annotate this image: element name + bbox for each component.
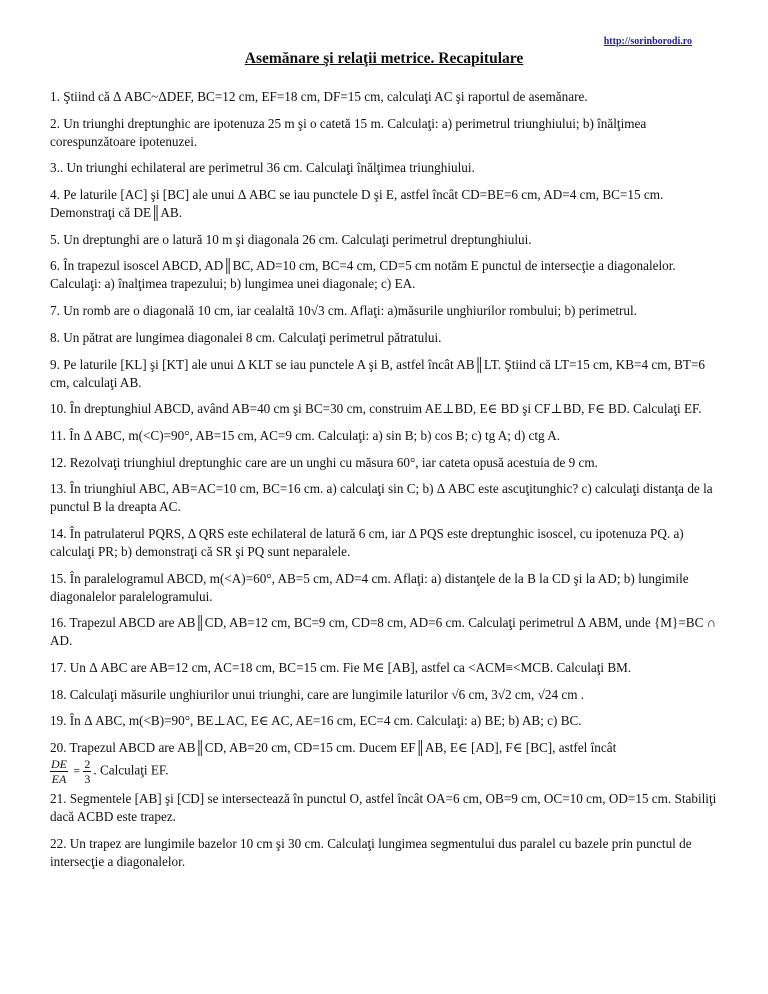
problem-9: 9. Pe laturile [KL] şi [KT] ale unui Δ KLT se iau punctele A şi B, astfel încât AB║LT. Ştiind că LT=15 cm, KB=4 cm, BT=6 cm, calculaţi AB.	[50, 356, 705, 390]
problem-12: 12. Rezolvaţi triunghiul dreptunghic care are un unghi cu măsura 60°, iar cateta opusă acestuia de 9 cm.	[50, 454, 598, 470]
problem-21: 21. Segmentele [AB] şi [CD] se intersectează în punctul O, astfel încât OA=6 cm, OB=9 cm, OC=10 cm, OD=15 cm. Stabiliţi dacă ACBD este trapez.	[50, 791, 717, 825]
fraction-denominator: EA	[51, 772, 67, 787]
problem-list	[50, 88, 726, 879]
problem-10: 10. În dreptunghiul ABCD, având AB=40 cm şi BC=30 cm, construim AE⊥BD, E∈ BD şi CF⊥BD, F∈ BD. Calculaţi EF.	[50, 401, 702, 417]
problem-22: 22. Un trapez are lungimile bazelor 10 cm şi 30 cm. Calculaţi lungimea segmentului dus paralel cu bazele prin punctul de intersecţie a diagonalelor.	[50, 835, 692, 869]
fraction-de-ea	[50, 757, 68, 786]
problem-13: 13. În triunghiul ABC, AB=AC=10 cm, BC=16 cm. a) calculaţi sin C; b) Δ ABC este ascuţitunghic? c) calculaţi distanţa de la punctul B la dreapta AC.	[50, 481, 713, 515]
problem-5: 5. Un dreptunghi are o latură 10 m şi diagonala 26 cm. Calculaţi perimetrul dreptunghiului.	[50, 231, 532, 247]
problem-11: 11. În Δ ABC, m(<C)=90°, AB=15 cm, AC=9 cm. Calculaţi: a) sin B; b) cos B; c) tg A; d) ctg A.	[50, 427, 561, 443]
problem-6: 6. În trapezul isoscel ABCD, AD║BC, AD=10 cm, BC=4 cm, CD=5 cm notăm E punctul de intersecţie a diagonalelor. Calculaţi: a) înalţimea trapezului; b) lungimea unei diagonale; c) EA.	[50, 258, 676, 292]
problem-7: 7. Un romb are o diagonală 10 cm, iar cealaltă 10√3 cm. Aflaţi: a)măsurile unghiurilor rombului; b) perimetrul.	[50, 303, 637, 319]
problem-20-tail: . Calculaţi EF.	[93, 762, 169, 778]
problem-16: 16. Trapezul ABCD are AB║CD, AB=12 cm, BC=9 cm, CD=8 cm, AD=6 cm. Calculaţi perimetrul Δ ABM, unde {M}=BC ∩ AD.	[50, 615, 717, 649]
fraction-numerator: 2	[84, 757, 91, 772]
problem-19: 19. În Δ ABC, m(<B)=90°, BE⊥AC, E∈ AC, AE=16 cm, EC=4 cm. Calculaţi: a) BE; b) AB; c) BC.	[50, 713, 582, 729]
problem-20	[50, 739, 726, 786]
problem-2: 2. Un triunghi dreptunghic are ipotenuza 25 m şi o catetă 15 m. Calculaţi: a) perimetrul triunghiului; b) înălţimea corespunzătoare ipotenuzei.	[50, 115, 647, 149]
problem-8: 8. Un pătrat are lungimea diagonalei 8 cm. Calculaţi perimetrul pătratului.	[50, 329, 442, 345]
problem-18: 18. Calculaţi măsurile unghiurilor unui triunghi, care are lungimile laturilor √6 cm, 3√2 cm, √24 cm .	[50, 686, 585, 702]
equals-sign: =	[73, 763, 81, 778]
fraction-denominator: 3	[84, 772, 91, 787]
fraction-numerator: DE	[51, 757, 67, 772]
problem-3: 3.. Un triunghi echilateral are perimetrul 36 cm. Calculaţi înălţimea triunghiului.	[50, 160, 475, 176]
page-title: Asemănare şi relaţii metrice. Recapitulare	[244, 50, 524, 67]
problem-20-formula	[50, 757, 726, 786]
source-link[interactable]: http://sorinborodi.ro	[603, 36, 692, 47]
problem-15: 15. În paralelogramul ABCD, m(<A)=60°, AB=5 cm, AD=4 cm. Aflaţi: a) distanţele de la B la CD şi la AD; b) lungimile diagonalelor paralelogramului.	[50, 570, 689, 604]
problem-14: 14. În patrulaterul PQRS, Δ QRS este echilateral de latură 6 cm, iar Δ PQS este dreptunghic isoscel, cu ipotenuza PQ. a) calculaţi PR; b) demonstraţi că SR şi PQ sunt neparalele.	[50, 525, 684, 559]
fraction-two-thirds	[83, 757, 91, 786]
problem-20-text: 20. Trapezul ABCD are AB║CD, AB=20 cm, CD=15 cm. Ducem EF║AB, E∈ [AD], F∈ [BC], astfel încât	[50, 740, 617, 756]
problem-1: 1. Ştiind că Δ ABC~ΔDEF, BC=12 cm, EF=18 cm, DF=15 cm, calculaţi AC şi raportul de asemănare.	[50, 89, 588, 104]
problem-4: 4. Pe laturile [AC] şi [BC] ale unui Δ ABC se iau punctele D şi E, astfel încât CD=BE=6 cm, AD=4 cm, BC=15 cm. Demonstraţi că DE║AB.	[50, 187, 664, 221]
problem-17: 17. Un Δ ABC are AB=12 cm, AC=18 cm, BC=15 cm. Fie M∈ [AB], astfel ca <ACM≡<MCB. Calculaţi BM.	[50, 660, 632, 675]
